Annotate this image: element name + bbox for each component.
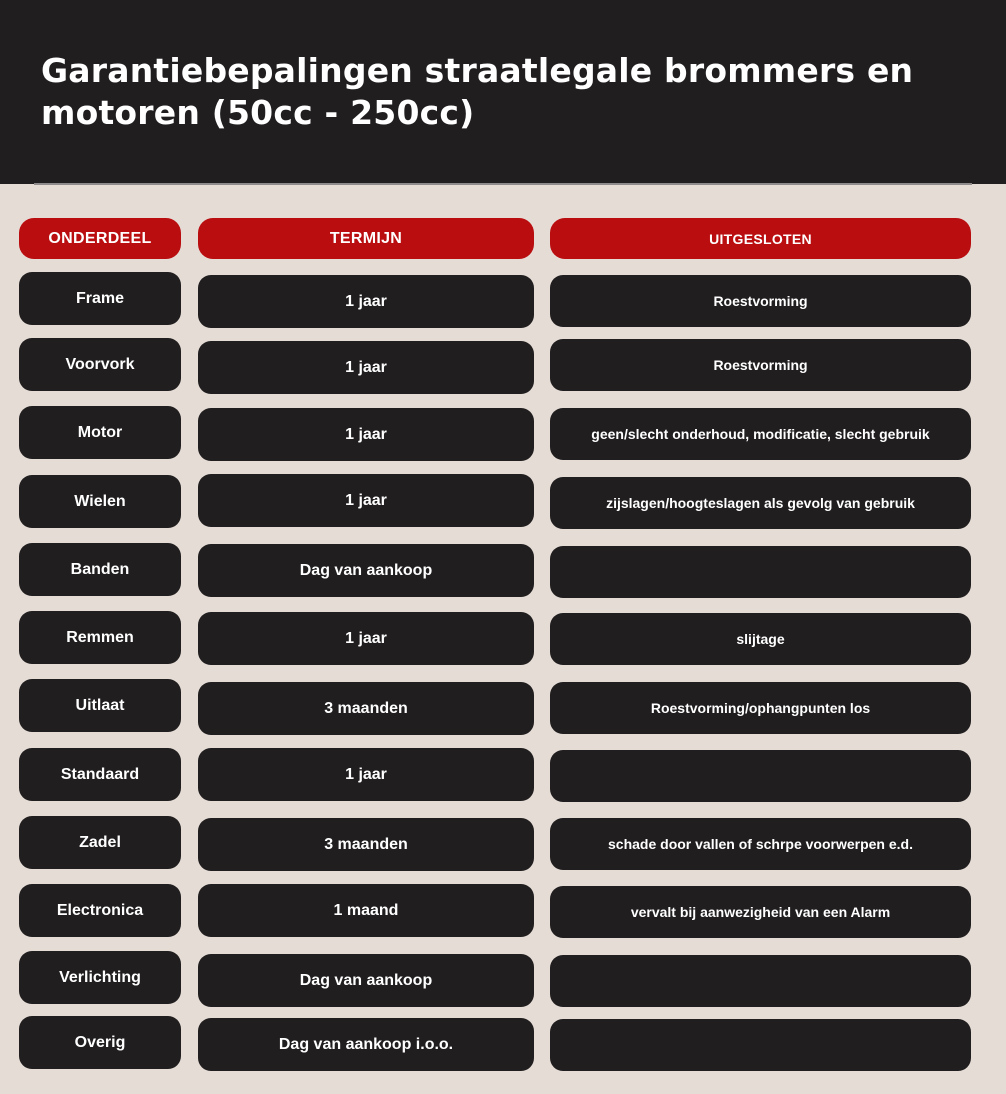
term-cell: 1 jaar (198, 474, 534, 527)
part-cell: Motor (19, 406, 181, 459)
part-cell: Zadel (19, 816, 181, 869)
part-cell: Wielen (19, 475, 181, 528)
part-cell: Standaard (19, 748, 181, 801)
excluded-cell (550, 955, 971, 1007)
excluded-cell: slijtage (550, 613, 971, 665)
part-cell: Verlichting (19, 951, 181, 1004)
excluded-cell (550, 1019, 971, 1071)
excluded-cell: Roestvorming (550, 275, 971, 327)
column-header-excluded: UITGESLOTEN (550, 218, 971, 259)
excluded-cell: geen/slecht onderhoud, modificatie, slecht gebruik (550, 408, 971, 460)
excluded-cell: Roestvorming/ophangpunten los (550, 682, 971, 734)
excluded-cell: zijslagen/hoogteslagen als gevolg van gebruik (550, 477, 971, 529)
term-cell: 3 maanden (198, 682, 534, 735)
excluded-cell: schade door vallen of schrpe voorwerpen e.d. (550, 818, 971, 870)
excluded-cell (550, 546, 971, 598)
term-cell: 1 jaar (198, 275, 534, 328)
term-cell: 1 maand (198, 884, 534, 937)
term-cell: Dag van aankoop i.o.o. (198, 1018, 534, 1071)
part-cell: Frame (19, 272, 181, 325)
term-cell: 1 jaar (198, 612, 534, 665)
part-cell: Overig (19, 1016, 181, 1069)
term-cell: 1 jaar (198, 408, 534, 461)
column-header-part: ONDERDEEL (19, 218, 181, 259)
part-cell: Remmen (19, 611, 181, 664)
term-cell: 1 jaar (198, 341, 534, 394)
column-header-term: TERMIJN (198, 218, 534, 259)
part-cell: Voorvork (19, 338, 181, 391)
excluded-cell (550, 750, 971, 802)
part-cell: Banden (19, 543, 181, 596)
term-cell: 3 maanden (198, 818, 534, 871)
excluded-cell: vervalt bij aanwezigheid van een Alarm (550, 886, 971, 938)
term-cell: 1 jaar (198, 748, 534, 801)
header-divider (34, 183, 972, 185)
page-header (0, 0, 1006, 184)
part-cell: Electronica (19, 884, 181, 937)
part-cell: Uitlaat (19, 679, 181, 732)
term-cell: Dag van aankoop (198, 544, 534, 597)
term-cell: Dag van aankoop (198, 954, 534, 1007)
excluded-cell: Roestvorming (550, 339, 971, 391)
page-title: Garantiebepalingen straatlegale brommers en motoren (50cc - 250cc) (41, 51, 914, 132)
